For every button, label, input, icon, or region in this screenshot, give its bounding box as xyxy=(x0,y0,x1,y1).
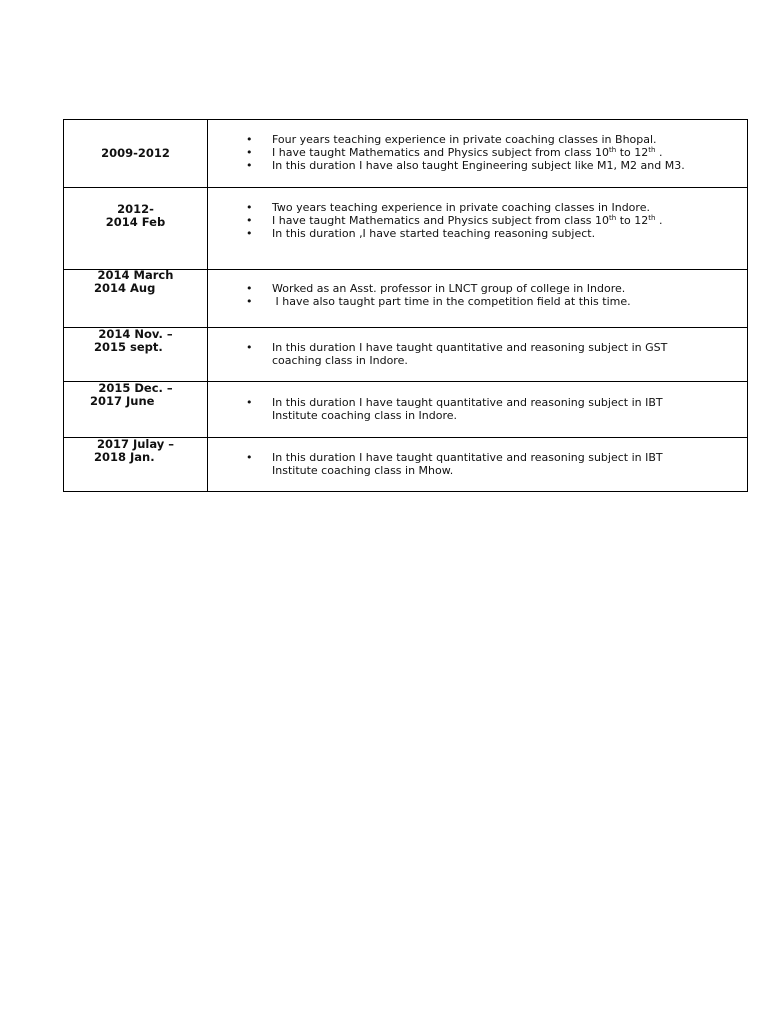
list-item: • I have also taught part time in the competition field at this time. xyxy=(208,295,747,308)
list-item: • Four years teaching experience in private coaching classes in Bhopal. xyxy=(208,133,747,146)
period-line: 2017 June xyxy=(90,394,155,408)
list-item: • In this duration I have taught quantitative and reasoning subject in GST coaching class in Indore. xyxy=(208,341,747,367)
list-item: • Worked as an Asst. professor in LNCT group of college in Indore. xyxy=(208,282,747,295)
period-cell xyxy=(64,120,208,188)
period-cell xyxy=(64,188,208,270)
table-row xyxy=(64,270,748,328)
table-row xyxy=(64,328,748,382)
period-line: 2014 Nov. – xyxy=(98,327,173,341)
table-row xyxy=(64,438,748,492)
details-cell xyxy=(208,382,748,438)
period-line: 2018 Jan. xyxy=(94,450,155,464)
details-list xyxy=(208,451,747,477)
details-list xyxy=(208,396,747,422)
details-cell xyxy=(208,270,748,328)
period-cell xyxy=(64,328,208,382)
details-cell xyxy=(208,438,748,492)
period-line: 2014 Feb xyxy=(105,215,166,229)
details-list xyxy=(208,133,747,172)
period-cell xyxy=(64,382,208,438)
table-row xyxy=(64,120,748,188)
details-list xyxy=(208,282,747,308)
period-line: 2014 March xyxy=(97,268,174,282)
table-row xyxy=(64,382,748,438)
list-item: • I have taught Mathematics and Physics subject from class 10th to 12th . xyxy=(208,214,747,227)
period-line: 2012- xyxy=(117,202,154,216)
period-cell xyxy=(64,270,208,328)
details-cell xyxy=(208,328,748,382)
list-item: • In this duration ,I have started teaching reasoning subject. xyxy=(208,227,747,240)
period-line: 2015 Dec. – xyxy=(98,381,173,395)
details-cell xyxy=(208,120,748,188)
period-line: 2014 Aug xyxy=(94,281,156,295)
list-item: • Two years teaching experience in private coaching classes in Indore. xyxy=(208,201,747,214)
period-cell xyxy=(64,438,208,492)
period-line: 2015 sept. xyxy=(94,340,163,354)
details-cell xyxy=(208,188,748,270)
list-item: • I have taught Mathematics and Physics subject from class 10th to 12th . xyxy=(208,146,747,159)
table-row xyxy=(64,188,748,270)
list-item: • In this duration I have taught quantitative and reasoning subject in IBT Institute coaching class in Mhow. xyxy=(208,451,747,477)
period-line: 2017 Julay – xyxy=(96,437,175,451)
details-list xyxy=(208,201,747,240)
experience-table xyxy=(63,119,748,492)
period-line: 2009-2012 xyxy=(101,146,170,160)
list-item: • In this duration I have taught quantitative and reasoning subject in IBT Institute coaching class in Indore. xyxy=(208,396,747,422)
details-list xyxy=(208,341,747,367)
list-item: • In this duration I have also taught Engineering subject like M1, M2 and M3. xyxy=(208,159,747,172)
